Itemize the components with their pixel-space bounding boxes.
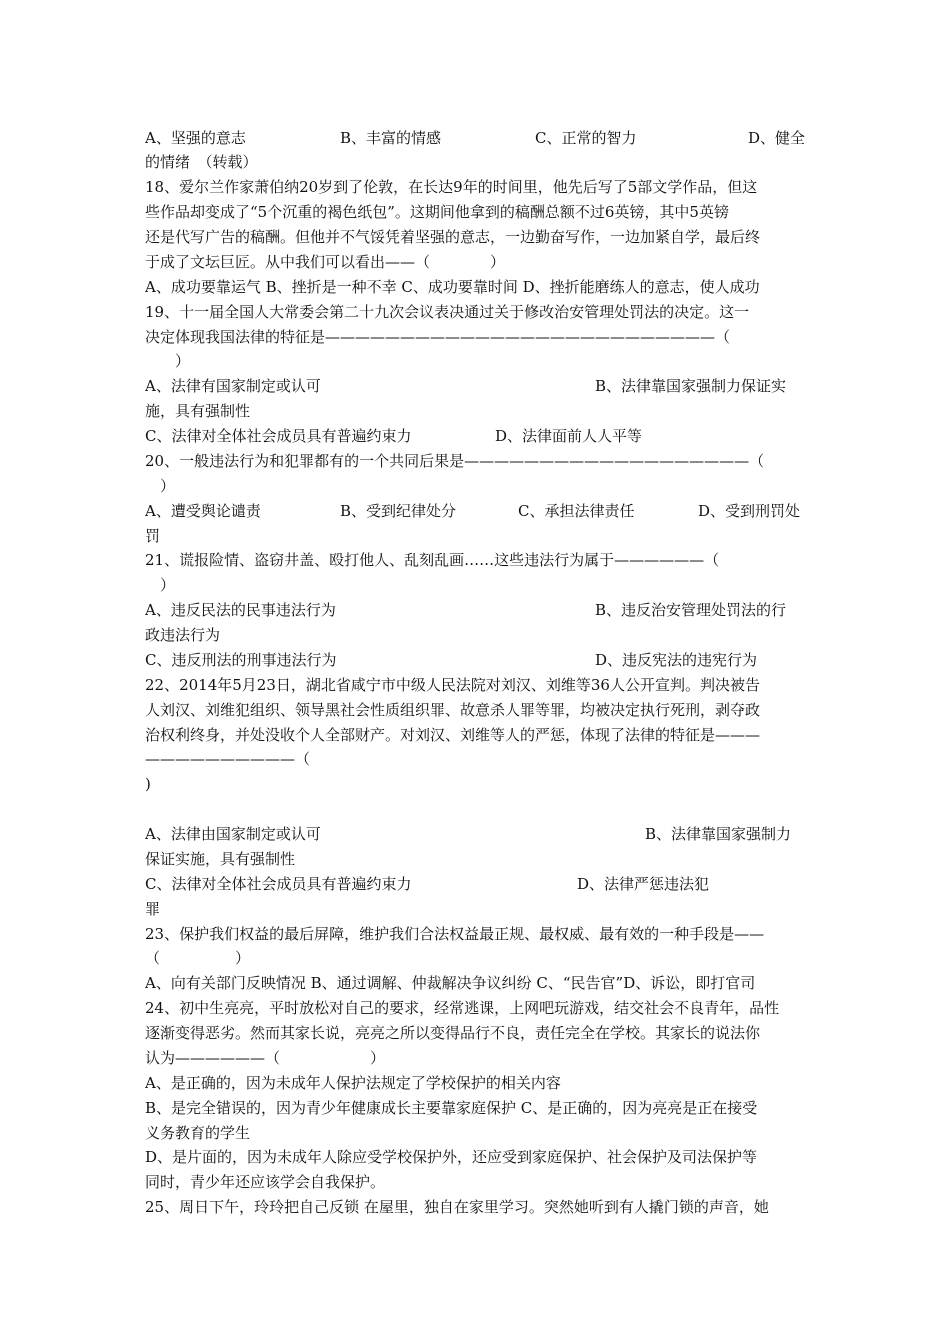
option-line (145, 275, 810, 299)
line-text: 政违法行为 (145, 626, 221, 644)
option-a: A、遭受舆论谴责 (145, 502, 261, 520)
text-line (145, 698, 810, 722)
text-line (145, 623, 810, 647)
option-a: A、违反民法的民事违法行为 (145, 601, 336, 619)
option-b: B、违反治安管理处罚法的行 (595, 601, 787, 619)
question-22 (145, 673, 810, 697)
option-c: C、法律对全体社会成员具有普遍约束力 (145, 427, 412, 445)
text-line (145, 1046, 810, 1070)
question-18 (145, 175, 810, 199)
option-line (145, 598, 810, 622)
line-text: ——————————（ (145, 750, 311, 768)
option-line (145, 374, 810, 398)
line-text: 认为——————（ ） (145, 1049, 386, 1067)
option-c: C、违反刑法的刑事违法行为 (145, 651, 337, 669)
line-text: 逐渐变得恶劣。然而其家长说，亮亮之所以变得品行不良，责任完全在学校。其家长的说法你 (145, 1024, 761, 1042)
line-text: 同时，青少年还应该学会自我保护。 (145, 1173, 386, 1191)
option-line (145, 971, 810, 995)
line-text: D、是片面的，因为未成年人除应受学校保护外，还应受到家庭保护、社会保护及司法保护等 (145, 1148, 758, 1166)
blank-line (145, 797, 810, 821)
line-text: 22、2014年5月23日，湖北省咸宁市中级人民法院对刘汉、刘维等36人公开宣判。判决被告 (145, 676, 760, 694)
option-b: B、受到纪律处分 (340, 502, 457, 520)
text-line (145, 250, 810, 274)
option-b: B、丰富的情感 (340, 129, 442, 147)
question-25 (145, 1195, 810, 1219)
option-d: D、法律严惩违法犯 (577, 875, 710, 893)
option-line (145, 499, 810, 523)
line-text: 23、保护我们权益的最后屏障，维护我们合法权益最正规、最权威、最有效的一种手段是—— (145, 925, 765, 943)
text-line (145, 399, 810, 423)
question-21 (145, 548, 810, 572)
line-text: A、向有关部门反映情况 B、通过调解、仲裁解决争议纠纷 C、“民告官”D、诉讼，即打官司 (145, 974, 756, 992)
line-text: 决定体现我国法律的特征是——————————————————————————（ (145, 328, 731, 346)
option-c: C、正常的智力 (535, 129, 637, 147)
option-line (145, 1145, 810, 1169)
line-text: 25、周日下午，玲玲把自己反锁 在屋里，独自在家里学习。突然她听到有人撬门锁的声音，她 (145, 1198, 769, 1216)
text-line (145, 1021, 810, 1045)
line-text: A、成功要靠运气 B、挫折是一种不幸 C、成功要靠时间 D、挫折能磨练人的意志，使人成功 (145, 278, 760, 296)
line-text: （ ） (145, 949, 251, 967)
line-text: 18、爱尔兰作家萧伯纳20岁到了伦敦，在长达9年的时间里，他先后写了5部文学作品，但这 (145, 178, 758, 196)
option-line (145, 1096, 810, 1120)
line-text: 施，具有强制性 (145, 402, 251, 420)
text-line (145, 200, 810, 224)
question-23 (145, 922, 810, 946)
line-text: ) (145, 775, 151, 793)
line-text: 21、谎报险情、盗窃井盖、殴打他人、乱刻乱画……这些违法行为属于——————（ (145, 551, 720, 569)
line-text: 还是代写广告的稿酬。但他并不气馁凭着坚强的意志，一边勤奋写作，一边加紧自学，最后终 (145, 228, 761, 246)
line-text: ） (145, 352, 191, 370)
question-20 (145, 449, 810, 473)
line-text: ） (145, 477, 176, 495)
option-c: C、法律对全体社会成员具有普遍约束力 (145, 875, 412, 893)
line-text: 人刘汉、刘维犯组织、领导黑社会性质组织罪、故意杀人罪等罪，均被决定执行死刑，剥夺政 (145, 701, 761, 719)
text-line (145, 573, 810, 597)
line-text: 20、一般违法行为和犯罪都有的一个共同后果是———————————————————（ (145, 452, 765, 470)
line-text: 义务教育的学生 (145, 1124, 251, 1142)
text-line (145, 897, 810, 921)
option-line (145, 822, 810, 846)
option-d: D、健全 (748, 129, 806, 147)
line-text: 19、十一届全国人大常委会第二十九次会议表决通过关于修改治安管理处罚法的决定。这一 (145, 303, 750, 321)
question-24 (145, 996, 810, 1020)
text-line (145, 723, 810, 747)
line-text: 治权利终身，并处没收个人全部财产。对刘汉、刘维等人的严惩，体现了法律的特征是——— (145, 726, 761, 744)
line-text: B、是完全错误的，因为青少年健康成长主要靠家庭保护 C、是正确的，因为亮亮是正在接受 (145, 1099, 758, 1117)
option-a: A、法律有国家制定或认可 (145, 377, 321, 395)
option-a: A、法律由国家制定或认可 (145, 825, 321, 843)
option-line (145, 648, 810, 672)
text-line (145, 150, 810, 174)
text-line (145, 1170, 810, 1194)
text-line (145, 772, 810, 796)
line-text: 的情绪 （转载） (145, 153, 258, 171)
line-text: 保证实施，具有强制性 (145, 850, 296, 868)
line-text: A、是正确的，因为未成年人保护法规定了学校保护的相关内容 (145, 1074, 561, 1092)
question-19 (145, 300, 810, 324)
option-d: D、违反宪法的违宪行为 (595, 651, 758, 669)
option-d: D、受到刑罚处 (698, 502, 801, 520)
option-line (145, 1071, 810, 1095)
line-text: ） (145, 576, 176, 594)
option-d: D、法律面前人人平等 (495, 427, 643, 445)
line-text: 罪 (145, 900, 161, 918)
option-c: C、承担法律责任 (518, 502, 635, 520)
line-text: 些作品却变成了“5个沉重的褐色纸包”。这期间他拿到的稿酬总额不过6英镑，其中5英镑 (145, 203, 729, 221)
text-line (145, 349, 810, 373)
option-b: B、法律靠国家强制力保证实 (595, 377, 787, 395)
line-text: 24、初中生亮亮，平时放松对自己的要求，经常逃课，上网吧玩游戏，结交社会不良青年，品性 (145, 999, 780, 1017)
text-line (145, 325, 810, 349)
option-line (145, 872, 810, 896)
line-text: 罚 (145, 527, 161, 545)
option-line (145, 126, 810, 150)
text-line (145, 524, 810, 548)
text-line (145, 847, 810, 871)
text-line (145, 946, 810, 970)
option-line (145, 424, 810, 448)
text-line (145, 225, 810, 249)
option-b: B、法律靠国家强制力 (645, 825, 792, 843)
text-line (145, 1121, 810, 1145)
text-line (145, 474, 810, 498)
option-a: A、坚强的意志 (145, 129, 246, 147)
line-text: 于成了文坛巨匠。从中我们可以看出——（ ） (145, 253, 506, 271)
text-line (145, 747, 810, 771)
